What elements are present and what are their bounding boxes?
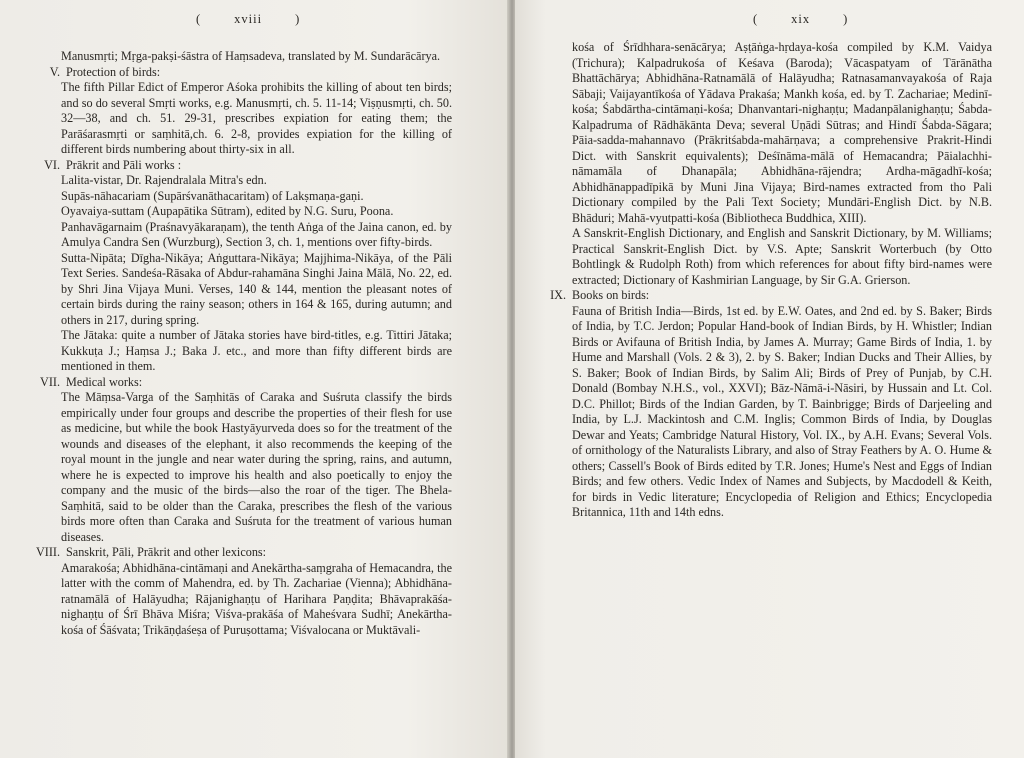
- page-number-left: ( xviii ): [196, 12, 301, 26]
- paragraph: Lalita-vistar, Dr. Rajendralala Mitra's edn.: [61, 173, 267, 187]
- section-number: V.: [49, 64, 60, 79]
- right-page: [515, 0, 1024, 758]
- section-number: IX.: [550, 288, 566, 302]
- paragraph: The Jātaka: quite a number of Jātaka stories have bird-titles, e.g. Tittiri Jātaka; Kukkuṭa J.; Haṃsa J.; Baka J. etc., and more than fifty different birds are mentioned in them.: [61, 328, 452, 373]
- paragraph: kośa of Śrīdhhara-senācārya; Aṣṭāṅga-hṛdaya-kośa compiled by K.M. Vaidya (Trichura); Kalpadrukośa of Keśava (Baroda); Vācaspatyam of Tārānātha Bhattāchārya; Abhidhāna-Ratnamālā of Halāyudha; Ratnasamanvayakośa of Raja Sābaji; Vaijayantīkośa of Yādava Prakaśa; Mankh kośa, ed. by T. Zachariae; Medinī-kośa; Śabdārtha-cintāmaṇi-kośa; Dhanvantari-nighaṇṭu; Madanpālanighaṇṭu; Śabda-Kalpadruma of Rādhākānta Deva; several Uṇādi Sūtras; and Hindī Śabda-Sāgara; Pāia-sadda-mahannavo (Prākritśabda-mahārṇava; a comprehensive Prakrit-Hindi Dict. with Sanskrit equivalents); Deśīnāma-mālā of Hemacandra; Pāialachhi-nāmamāla of Dhanapāla; Abhidhāna-rājendra; Ardha-māgadhī-kośa; Abhidhānappadīpikā by Muni Jina Vijaya; Bird-names extracted from tho Pali Dictionary compiled by the Pali Text Society; Mundāri-English Dict. by N.B. Bhāduri; Mahā-vyutpatti-kośa (Bibliotheca Buddhica, XIII).: [572, 40, 992, 225]
- paragraph: Amarakośa; Abhidhāna-cintāmaṇi and Anekārtha-saṃgraha of Hemacandra, the latter with the comm of Mahendra, ed. by Th. Zachariae (Vienna); Abhidhāna-ratnamālā of Halāyudha; Rājanighaṇṭu of Harihara Paṇḍita; Bhāvaprakāśa-nighaṇṭu of Śrī Bhāva Miśra; Viśva-prakāśa of Maheśvara Sudhī; Anekārtha-kośa of Śāśvata; Trikāṇḍaśeṣa of Puruṣottama; Viśvalocana or Muktāvali-: [61, 560, 452, 637]
- paragraph: Fauna of British India—Birds, 1st ed. by E.W. Oates, and 2nd ed. by S. Baker; Birds of India, by T.C. Jerdon; Popular Hand-book of Indian Birds, by H. Whistler; Indian Birds or Avifauna of British India, by James A. Murray; Game Birds of India, 1. by Hume and Marshall (Vols. 2 & 3), 2. by S. Baker; Indian Ducks and Their Allies, by S. Baker; Book of Indian Birds, by Salim Ali; Birds of Prey of Punjab, by C.H. Donald (Bombay N.H.S., vol., XXVI); Bāz-Nāmā-i-Nāsiri, by Hussain and Lt. Col. D.C. Phillot; Birds of the Indian Garden, by T. Bainbrigge; Birds of Darjeeling and India, by L.J. Mackintosh and C.M. Inglis; Common Birds of India, by Douglas Dewar and Yeats; Cambridge Natural History, Vol. IX., by A.H. Evans; Several Vols. of ornithology of the Naturalists Library, and also of Stray Feathers by A. O. Hume & others; Cassell's Book of Birds edited by T.R. Jones; Hume's Nest and Eggs of Indian Birds; and few others. Vedic Index of Names and Subjects, by Macdodell & Keith, for birds in Vedic literature; Encyclopedia of Religion and Ethics; Encyclopedia Britannica, 11th and 14th edns.: [572, 303, 992, 519]
- section-title: Prākrit and Pāli works :: [66, 157, 182, 172]
- section-heading: [550, 288, 992, 304]
- paragraph: The Māṃsa-Varga of the Saṃhitās of Caraka and Suśruta classify the birds empirically under four groups and describe the properties of their flesh for use as medicine, but while the book Hastyāyurveda does so for the treatment of the wounds and diseases of the elephant, it also recommends the keeping of the royal mount in the jungle and near water during the spring, rains, and autumn, where he is expected to improve his health and also poetically to enjoy the company and the music of the birds—also the roar of the tiger. The Bhela-Saṃhitā, said to be older than the Caraka, prescribes the flesh of the various birds more often than Caraka and Suśruta for the treatment of various human diseases.: [61, 390, 452, 544]
- section-title: Medical works:: [66, 374, 143, 389]
- paragraph: A Sanskrit-English Dictionary, and English and Sanskrit Dictionary, by M. Williams; Practical Sanskrit-English Dict. by V.S. Apte; Sanskrit Worterbuch (by Otto Bohtlingk & Rudolph Roth) from which references for about fifty bird-names were extracted; Dictionary of Kashmirian Language, by Sir G.A. Grierson.: [572, 226, 992, 287]
- section-body: [61, 80, 452, 158]
- section-number: VII.: [40, 374, 60, 389]
- paragraph: Sutta-Nipāta; Dīgha-Nikāya; Aṅguttara-Nikāya; Majjhima-Nikāya, of the Pāli Text Series. Sandeśa-Rāsaka of Abdur-rahamāna Singhi Jaina Mālā, No. 22, ed. by Shri Jina Vijaya Muni. Verses, 140 & 144, mention the pleasant notes of certain birds during the rainy season; others in 164 & 165, during autumn; and others in 217, during spring.: [61, 250, 452, 327]
- section-heading: [22, 65, 452, 81]
- paragraph: The fifth Pillar Edict of Emperor Aśoka prohibits the killing of about ten birds; and so do several Smṛti works, e.g. Manusmṛti, ch. 5. 11-14; Viṣṇusmṛti, ch. 50. 32—38, and ch. 51. 29-31, prescribes expiation for eating them; the Parāśarasmṛti or saṃhitā,ch. 6. 2-8, provides expiation for the killing of different birds numbering about thirty-six in all.: [61, 80, 452, 156]
- section-title: Books on birds:: [572, 288, 650, 302]
- section-heading: [22, 158, 452, 174]
- right-page-text: [550, 40, 992, 521]
- section-number: VI.: [44, 157, 60, 172]
- paragraph: Oyavaiya-suttam (Aupapātika Sūtram), edited by N.G. Suru, Poona.: [61, 204, 394, 218]
- intro-paragraph: Manusmṛti; Mṛga-pakṣi-śāstra of Haṃsadeva, translated by M. Sundarācārya.: [61, 49, 441, 63]
- section-number: VIII.: [35, 545, 60, 559]
- section-title: Sanskrit, Pāli, Prākrit and other lexicons:: [66, 545, 267, 559]
- section-body: [61, 390, 452, 545]
- paragraph: Supās-nāhacariam (Supārśvanāthacaritam) of Lakṣmaṇa-gaṇi.: [61, 188, 364, 203]
- paragraph: Panhavāgarnaim (Praśnavyākaraṇam), the tenth Aṅga of the Jaina canon, ed. by Amulya Candra Sen (Wurzburg), Section 3, ch. 1, mentions over fifty-birds.: [61, 219, 452, 249]
- section-title: Protection of birds:: [66, 64, 161, 79]
- section-body: [61, 561, 452, 639]
- continued-body: [572, 40, 992, 288]
- section-heading: [22, 545, 452, 561]
- page-number-right: ( xix ): [753, 12, 849, 26]
- section-heading: [22, 375, 452, 391]
- left-page-text: [22, 49, 452, 638]
- section-body: [572, 304, 992, 521]
- left-page: [0, 0, 509, 758]
- section-body: [61, 173, 452, 375]
